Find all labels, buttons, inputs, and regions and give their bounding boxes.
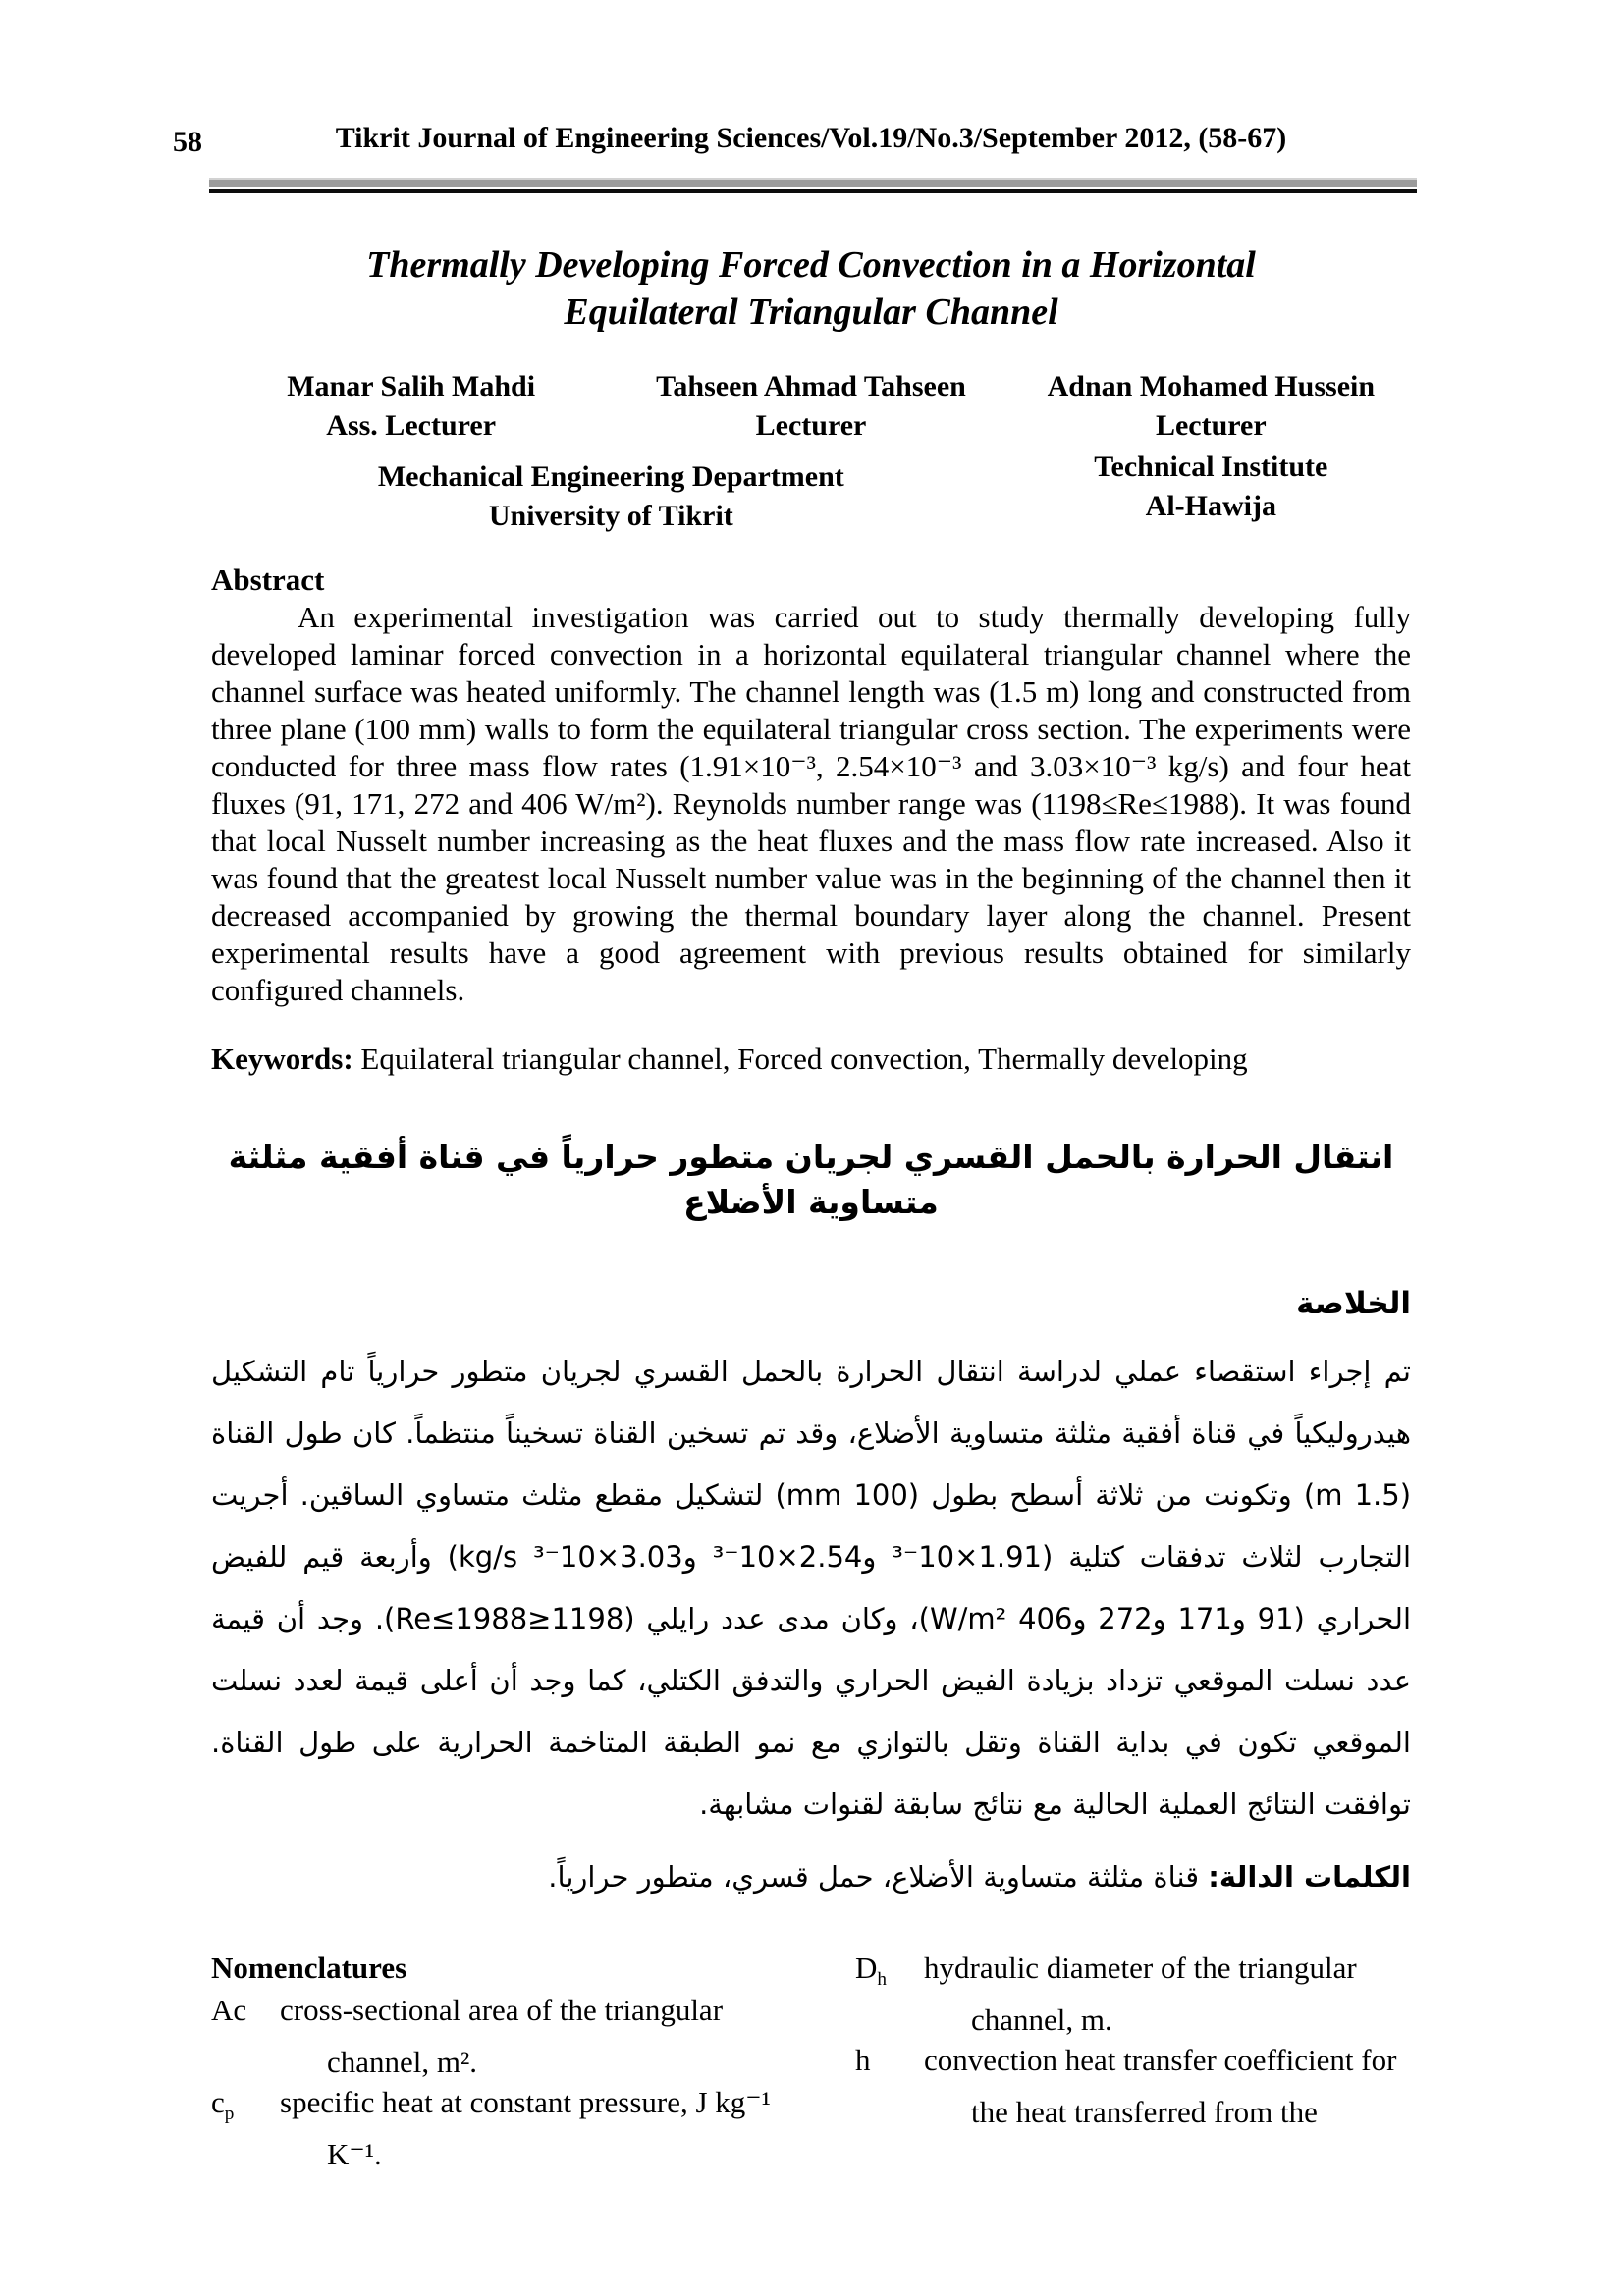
- author-name: Adnan Mohamed Hussein: [1047, 370, 1376, 402]
- arabic-abstract-heading: الخلاصة: [1296, 1286, 1411, 1321]
- symbol: $D_h$: [855, 1950, 887, 1991]
- page-content: [211, 193, 1411, 2174]
- abstract-text: An experimental investigation was carried out to study thermally developing fully developed laminar forced convection in a horizontal equilateral triangular channel where the channel surface was heated uniformly. The channel length was (1.5 m) long and constructed from three plane (100 mm) walls to form the equilateral triangular cross section. The experiments were conducted for three mass flow rates (1.91×10⁻³, 2.54×10⁻³ and 3.03×10⁻³ kg/s) and four heat fluxes (91, 171, 272 and 406 W/m²). Reynolds number range was (1198≤Re≤1988). It was found that local Nusselt number increasing as the heat fluxes and the mass flow rate increased. Also it was found that the greatest local Nusselt number value was in the beginning of the channel then it decreased accompanied by growing the thermal boundary layer along the channel. Present experimental results have a good agreement with previous results obtained for similarly configured channels.: [211, 600, 1411, 1007]
- abstract-heading: Abstract: [211, 562, 325, 597]
- nomenclature-entry: [855, 2040, 1411, 2132]
- paper-title-line2: Equilateral Triangular Channel: [564, 292, 1058, 333]
- nomenclature-section: [211, 1948, 1411, 2174]
- arabic-keywords-text: قناة مثلثة متساوية الأضلاع، حمل قسري، متطور حرارياً.: [548, 1860, 1200, 1894]
- author-name: Manar Salih Mahdi: [287, 370, 536, 402]
- journal-header: Tikrit Journal of Engineering Sciences/Vol.19/No.3/September 2012, (58-67): [335, 122, 1287, 154]
- author-role: Ass. Lecturer: [326, 409, 497, 442]
- institute-line2: Al-Hawija: [1145, 490, 1276, 522]
- nomenclature-left-column: [211, 1948, 820, 2174]
- author-name: Tahseen Ahmad Tahseen: [656, 370, 966, 402]
- arabic-keywords-line: [211, 1857, 1411, 1896]
- authors-block: [211, 367, 1411, 536]
- symbol: $c_p$: [211, 2085, 235, 2125]
- symbol: h: [855, 2043, 871, 2078]
- header-rule: [209, 178, 1417, 193]
- nomenclature-right-column: [855, 1948, 1411, 2132]
- author-role: Lecturer: [755, 409, 867, 442]
- nomenclature-entry: [211, 1990, 820, 2082]
- affiliation-line2: University of Tikrit: [488, 500, 733, 532]
- arabic-title: انتقال الحرارة بالحمل القسري لجريان متطور حرارياً في قناة أفقية مثلثة متساوية الأضلاع: [228, 1138, 1394, 1221]
- arabic-keywords-label: الكلمات الدالة:: [1208, 1860, 1411, 1894]
- symbol: Ac: [211, 1993, 247, 2027]
- affiliation-line1: Mechanical Engineering Department: [377, 460, 844, 493]
- definition: convection heat transfer coefficient for the heat transferred from the: [924, 2043, 1397, 2130]
- nomenclature-entry: [855, 1948, 1411, 2040]
- nomenclature-entry: [211, 2082, 820, 2174]
- arabic-abstract-text: تم إجراء استقصاء عملي لدراسة انتقال الحرارة بالحمل القسري لجريان متطور حرارياً تام التشكيل هيدروليكياً في قناة أفقية مثلثة متساوية الأضلاع، وقد تم تسخين القناة تسخيناً منتظماً. كان طول القناة (1.5 m) وتكونت من ثلاثة أسطح بطول (100 mm) لتشكيل مقطع مثلث متساوي الساقين. أجريت التجارب لثلاث تدفقات كتلية (1.91×10⁻³ و2.54×10⁻³ و3.03×10⁻³ kg/s) وأربعة قيم للفيض الحراري (91 و171 و272 و406 W/m²)، وكان مدى عدد رايلي (1198≤Re≤1988). وجد أن قيمة عدد نسلت الموقعي تزداد بزيادة الفيض الحراري والتدفق الكتلي، كما وجد أن أعلى قيمة لعدد نسلت الموقعي تكون في بداية القناة وتقل بالتوازي مع نمو الطبقة المتاخمة الحرارية على طول القناة. توافقت النتائج العملية الحالية مع نتائج سابقة لقنوات مشابهة.: [211, 1355, 1412, 1821]
- nomenclature-heading: Nomenclatures: [211, 1950, 407, 1985]
- author-role: Lecturer: [1155, 409, 1267, 442]
- paper-title: [211, 241, 1411, 336]
- header-rule-thick: [209, 178, 1417, 187]
- author-3: [1011, 367, 1411, 446]
- affiliation-department: [211, 457, 1011, 536]
- keywords-text: Equilateral triangular channel, Forced convection, Thermally developing: [360, 1041, 1248, 1076]
- author-2: [611, 367, 1010, 446]
- keywords-label: Keywords:: [211, 1041, 353, 1076]
- definition: cross-sectional area of the triangular channel, m².: [280, 1993, 724, 2080]
- page-number: 58: [173, 126, 202, 158]
- definition: hydraulic diameter of the triangular channel, m.: [924, 1950, 1357, 2038]
- keywords-line: [211, 1041, 1411, 1078]
- paper-title-line1: Thermally Developing Forced Convection in a Horizontal: [366, 244, 1256, 286]
- author-1: [211, 367, 611, 446]
- definition: specific heat at constant pressure, J kg⁻¹ K⁻¹.: [280, 2085, 771, 2172]
- affiliation-institute: [1011, 448, 1411, 536]
- institute-line1: Technical Institute: [1094, 451, 1328, 483]
